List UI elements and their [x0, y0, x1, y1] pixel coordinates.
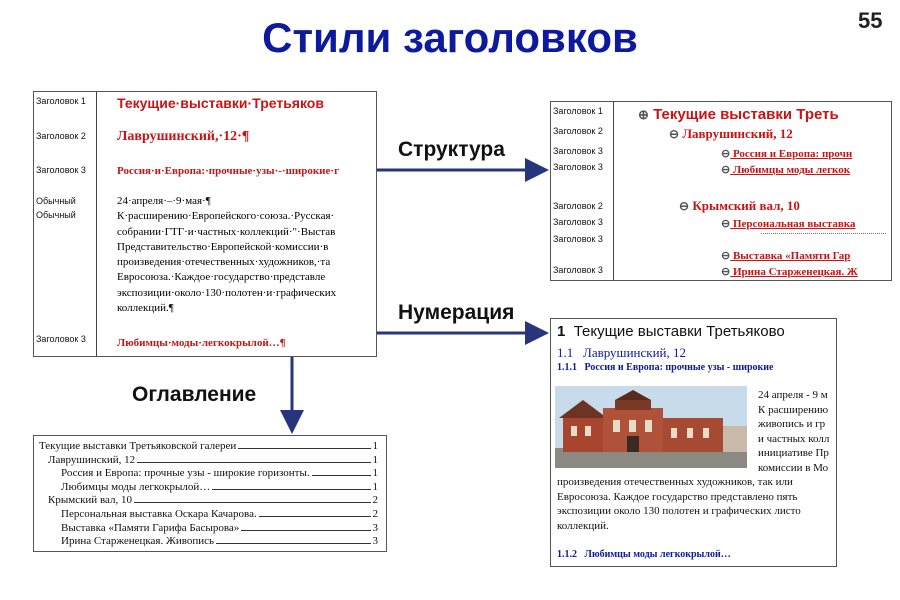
style-name[interactable]: Заголовок 3: [553, 265, 603, 275]
gallery-building-photo: [555, 386, 747, 468]
styles-panel: [33, 91, 377, 357]
outline-item-level-2[interactable]: ⊖ Крымский вал, 10: [679, 198, 800, 213]
toc-entry-text: Выставка «Памяти Гарифа Басырова»: [61, 521, 240, 534]
label-structure: Структура: [398, 138, 505, 161]
numbered-heading-1: 1 Текущие выставки Третьяково: [557, 323, 785, 340]
separator-line: [761, 233, 886, 234]
bullet-icon: ⊖: [721, 148, 731, 160]
outline-item-level-3[interactable]: ⊖ Россия и Европа: прочн: [721, 148, 853, 160]
text-line: инициативе Пр: [758, 447, 829, 459]
label-numbering: Нумерация: [398, 301, 515, 324]
heading-3-text: Россия·и·Европа:·прочные·узы·-·широкие·г: [117, 165, 340, 177]
side-text: [758, 388, 829, 475]
bullet-icon: ⊖: [721, 250, 731, 262]
body-line: Представительство·Европейской·комиссии·в: [117, 240, 329, 253]
toc-leader-line: [134, 494, 371, 503]
outline-item-level-3[interactable]: ⊖ Выставка «Памяти Гар: [721, 250, 851, 262]
style-name[interactable]: Заголовок 3: [553, 217, 603, 227]
toc-entry[interactable]: [61, 467, 378, 479]
text-line: произведения отечественных художников, так или: [557, 476, 793, 488]
toc-leader-line: [216, 535, 370, 544]
numbered-heading-2: 1.1 Лаврушинский, 12: [557, 345, 686, 360]
toc-leader-line: [137, 454, 370, 463]
style-name[interactable]: Обычный: [36, 210, 76, 220]
body-text: [117, 194, 336, 316]
text-line: живопись и гр: [758, 418, 826, 430]
style-name[interactable]: Обычный: [36, 196, 76, 206]
heading-1-text: Текущие·выставки·Третьяков: [117, 95, 324, 111]
structure-panel: [550, 101, 892, 281]
toc-page-number: 1: [372, 440, 378, 452]
toc-entry-text: Лаврушинский, 12: [48, 453, 136, 466]
body-line: К·расширению·Европейского·союза.·Русская·: [117, 210, 335, 223]
body-line: Евросоюза.·Каждое·государство·представле: [117, 271, 326, 284]
toc-page-number: 1: [372, 453, 378, 466]
toc-entry[interactable]: [61, 522, 378, 534]
toc-panel: [33, 435, 387, 552]
toc-leader-line: [312, 467, 371, 476]
bullet-icon: ⊖: [721, 218, 731, 230]
style-name[interactable]: Заголовок 3: [553, 234, 603, 244]
toc-page-number: 1: [372, 480, 378, 493]
toc-entry-text: Любимцы моды легкокрылой…: [61, 480, 211, 493]
body-line: собрании·ГТГ·и·частных·коллекций·"·Выстав: [117, 225, 336, 238]
expand-plus-icon[interactable]: ⊕: [638, 107, 649, 122]
style-name[interactable]: Заголовок 3: [36, 334, 86, 344]
style-column-divider: [96, 92, 97, 356]
outline-item-level-3[interactable]: ⊖ Персональная выставка: [721, 218, 856, 230]
text-line: и частных колл: [758, 432, 830, 445]
text-line: комиссии в Мо: [758, 461, 829, 474]
text-line: коллекций.: [557, 519, 609, 532]
toc-entry-text: Текущие выставки Третьяковской галереи: [39, 440, 237, 452]
outline-item-level-3[interactable]: ⊖ Ирина Старженецкая. Ж: [721, 266, 858, 278]
style-name[interactable]: Заголовок 1: [553, 106, 603, 116]
toc-entry[interactable]: [39, 440, 378, 452]
numbered-heading-3: 1.1.2 Любимцы моды легкокрылой…: [557, 549, 731, 560]
outline-item-level-1[interactable]: ⊕ Текущие выставки Треть: [638, 106, 839, 123]
text-line: К расширению: [758, 403, 829, 416]
bullet-icon: ⊖: [721, 266, 731, 278]
toc-entry[interactable]: [61, 535, 378, 547]
full-text: [557, 475, 801, 533]
toc-entry[interactable]: [61, 481, 378, 493]
body-line: коллекций.¶: [117, 302, 174, 315]
toc-leader-line: [238, 440, 370, 449]
toc-entry-text: Крымский вал, 10: [48, 494, 132, 507]
style-name[interactable]: Заголовок 2: [36, 131, 86, 141]
collapse-minus-icon[interactable]: ⊖: [669, 127, 680, 141]
toc-entry[interactable]: [61, 508, 378, 520]
heading-3-text: Любимцы·моды·легкокрылой…¶: [117, 337, 286, 349]
toc-page-number: 2: [372, 508, 378, 520]
text-line: Евросоюза. Каждое государство представлено пять: [557, 490, 798, 503]
style-name[interactable]: Заголовок 2: [553, 126, 603, 136]
body-line: произведения·отечественных·художников,·та: [117, 256, 331, 269]
toc-entry-text: Ирина Старженецкая. Живопись: [61, 535, 215, 548]
numbered-heading-3: 1.1.1 Россия и Европа: прочные узы - широкие: [557, 362, 774, 373]
toc-entry-text: Персональная выставка Оскара Качарова.: [61, 508, 257, 520]
style-name[interactable]: Заголовок 3: [36, 165, 86, 175]
style-column-divider: [613, 102, 614, 280]
outline-item-level-3[interactable]: ⊖ Любимцы моды легкок: [721, 164, 851, 176]
text-line: экспозиции около 130 полотен и графических листо: [557, 505, 801, 517]
style-name[interactable]: Заголовок 3: [553, 162, 603, 172]
toc-leader-line: [259, 508, 371, 517]
toc-entry[interactable]: [48, 494, 378, 506]
toc-page-number: 3: [372, 521, 378, 534]
style-name[interactable]: Заголовок 2: [553, 201, 603, 211]
page-number: 55: [858, 8, 883, 33]
toc-page-number: 3: [372, 535, 378, 548]
label-toc: Оглавление: [132, 383, 257, 406]
toc-entry-text: Россия и Европа: прочные узы - широкие горизонты.: [61, 467, 310, 480]
bullet-icon: ⊖: [721, 164, 731, 176]
body-line: 24·апреля·–·9·мая·¶: [117, 195, 211, 207]
toc-page-number: 2: [372, 494, 378, 507]
text-line: 24 апреля - 9 м: [758, 389, 828, 401]
toc-page-number: 1: [372, 467, 378, 480]
heading-2-text: Лаврушинский,·12·¶: [117, 129, 250, 144]
toc-leader-line: [212, 481, 370, 490]
collapse-minus-icon[interactable]: ⊖: [679, 199, 690, 213]
body-line: экспозиции·около·130·полотен·и·графических: [117, 286, 337, 299]
outline-item-level-2[interactable]: ⊖ Лаврушинский, 12: [669, 126, 793, 141]
toc-entry[interactable]: [48, 454, 378, 466]
building-illustration: [555, 386, 747, 468]
toc-leader-line: [241, 522, 370, 531]
style-name[interactable]: Заголовок 3: [553, 146, 603, 156]
style-name[interactable]: Заголовок 1: [36, 96, 86, 106]
slide-title: Стили заголовков: [262, 14, 638, 61]
